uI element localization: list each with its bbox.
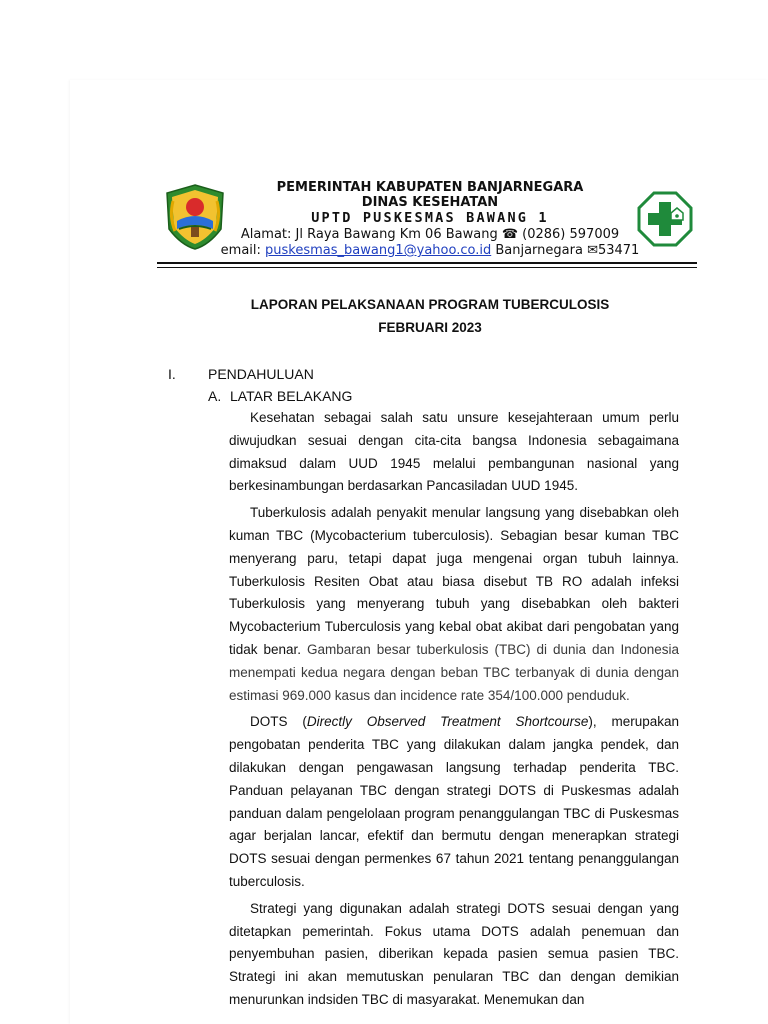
subsection-number: A. — [208, 388, 222, 404]
letterhead-contact — [160, 244, 700, 258]
paragraph-4: Strategi yang digunakan adalah strategi DOTS sesuai dengan yang ditetapkan pemerintah. Fokus utama DOTS adalah penemuan dan penyembuhan pasien, diberikan kepada pasien semua pasien TBC. Strategi ini akan memutuskan penularan TBC dan dengan demikian menurunkan indsiden TBC di masyarakat. Menemukan dan — [229, 900, 679, 1007]
paragraph-2-main: Tuberkulosis adalah penyakit menular langsung yang disebabkan oleh kuman TBC (Mycobacterium tuberculosis). Sebagian besar kuman TBC menyerang paru, tetapi dapat juga mengenai organ tubuh lainnya. Tuberkulosis Resiten Obat atau biasa disebut TB RO adalah infeksi Tuberkulosis yang menyerang tubuh yang disebabkan oleh bakteri Mycobacterium Tuberculosis yang kebal obat akibat dari pengobatan yang tidak benar. — [229, 505, 679, 657]
letterhead-government: PEMERINTAH KABUPATEN BANJARNEGARA — [276, 180, 584, 195]
letterhead-rule-thick — [157, 262, 697, 264]
report-period: FEBRUARI 2023 — [378, 320, 482, 335]
email-link[interactable]: puskesmas_bawang1@yahoo.co.id — [265, 243, 492, 258]
body-text — [229, 407, 679, 1016]
section-heading: PENDAHULUAN — [208, 366, 314, 382]
letterhead-unit: UPTD PUSKESMAS BAWANG 1 — [311, 210, 549, 226]
letterhead-address: Alamat: Jl Raya Bawang Km 06 Bawang ☎ (0286) 597009 — [240, 227, 620, 242]
letterhead-rule-thin — [157, 267, 697, 268]
dots-definition: Directly Observed Treatment Shortcourse — [306, 714, 589, 730]
paragraph-2-statistics: Gambaran besar tuberkulosis (TBC) di dunia dan Indonesia menempati kedua negara dengan beban TBC terbanyak di dunia dengan estimasi 969.000 kasus dan incidence rate 354/100.000 penduduk. — [229, 641, 679, 703]
email-label: email: — [220, 243, 266, 258]
paragraph-3-rest: ), merupakan pengobatan penderita TBC yang dilakukan dalam jangka pendek, dan dilakukan dengan pengawasan langsung terhadap penderita TBC. Panduan pelayanan TBC dengan strategi DOTS di Puskesmas adalah panduan dalam pengelolaan program penanggulangan TBC di Puskesmas agar berjalan lancar, efektif dan bermutu dengan menerapkan strategi DOTS sesuai dengan permenkes 67 tahun 2021 tentang penanggulangan tuberculosis. — [229, 714, 680, 889]
city-postal: Banjarnegara ✉53471 — [491, 243, 640, 258]
report-title: LAPORAN PELAKSANAAN PROGRAM TUBERCULOSIS — [250, 297, 610, 312]
paragraph-1: Kesehatan sebagai salah satu unsure kesejahteraan umum perlu diwujudkan sesuai dengan cita-cita bangsa Indonesia sebagaimana dimaksud dalam UUD 1945 melalui pembangunan nasional yang berkesinambungan berdasarkan Pancasiladan UUD 1945. — [229, 410, 679, 494]
paragraph-3-start: DOTS ( — [250, 714, 307, 730]
paragraph-3 — [229, 711, 679, 893]
paragraph-2 — [229, 502, 679, 707]
letterhead-department: DINAS KESEHATAN — [361, 195, 499, 210]
subsection-heading: LATAR BELAKANG — [230, 388, 353, 404]
section-number: I. — [168, 366, 176, 382]
